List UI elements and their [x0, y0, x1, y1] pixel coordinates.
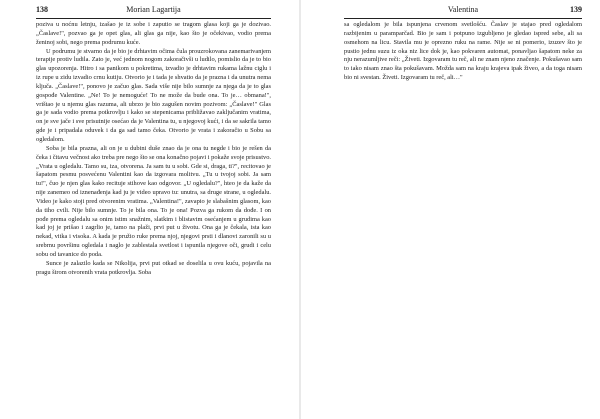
left-paragraph: Sunce je zalazilo kada se Nikolija, prvi put otkad se doselila u ovu kuću, pojavila na pragu širom otvorenih vrata potkrovlja. Soba — [36, 259, 271, 276]
left-header-rule — [36, 18, 271, 19]
left-page-body — [36, 21, 271, 277]
left-paragraph: U podrumu je stvarno da je bio je drhtavim očima čula prouzrokovana zanemarivanjem terapije protiv ludila. Zato je, već jednom nogom zakoračivši u ludilo, pomislio da je to bio glas upozorenja. Hitro i sa panikom u pokretima, izvadio je drhtavim rukama lažnu ciglu i iz rupe u zidu izvadio crnu kutiju. Otvorio je i tada je shvatio da je prazna i da unutra nema ključa. „Časlave!", ponovo je začuo glas. Sada više nije bilo sumnje za njega da je to glas gospođe Valentine. „Ne! To je nemoguće! To ne može da bude ona. To je… obmana!", vrištao je u njemu glas razuma, ali ubrzo je bio zagušen novim pozivom: „Časlave!" Glas ga je sada vodio prema potkrovlju i kako se stepenicama približavao zaključanim vratima, on je sve jače i sve prisutnije osećao da je Valentina tu, u njegovoj kući, i da se sakrila tamo gde je i pripadala oduvek i da ga sad tamo čeka. Otvorio je vrata i zakoračio u Sobu sa ogledalom. — [36, 47, 271, 143]
right-paragraph: sa ogledalom je bila ispunjena crvenom svetlošću. Časlav je stajao pred ogledalom razbijenim u paramparčad. Bio je sam i potpuno izgubljeno je gledao ispred sebe, ali sa osmehom na licu. Stavila mu je oprezno ruku na rame. Nije se ni pomerio, izuzev što je pustio jednu suzu iz oka niz lice dok je, kao pokvaren automat, ponavljao šapatom neke za nju nerazumljive reči: „Živeti. Izgovaram tu reč, ali ne znam njeno značenje. Pokušavao sam to iako nisam znao šta pokušavam. Možda sam na kraju krajeva ipak živeo, a da toga nisam bio ni svestan. Živeti. Izgovaram tu reč, ali…" — [344, 21, 582, 82]
left-page — [0, 0, 299, 419]
left-page-header — [36, 3, 271, 17]
left-running-head: Morian Lagartija — [126, 5, 181, 14]
right-page-header — [344, 3, 582, 17]
left-page-number: 138 — [36, 5, 48, 14]
right-page-number: 139 — [570, 5, 582, 14]
left-paragraph: Soba je bila prazna, ali on je u dubini duše znao da je ona tu negde i bio je rešen da čeka i čitavu večnost ako treba pre nego što se ona konačno pojavi i pokaže svoje prisustvo. „Vrata u ogledalu. Tamo su, iza, otvorena. Ja sam tu u sobi. Gde si, draga, ti?", recitovao je šapatom pesmu posvećenu Valentini kao da izgovara molitvu. „Tu u tvojoj sobi. Ja sam tu!", čuo je njen glas kako recituje stihove kao odgovor. „U ogledalu?", hteo je da kaže da nije zanemeo od iznenađenja kad ju je video upravo tu: unutra, sa druge strane, u ogledalu. Video je kako stoji pred otvorenim vratima. „Valentina!", zavapio je slabašnim glasom, kao da tiho cvili. Nije bilo sumnje. To je bila ona. To je ona! Pozva ga rukom da dođe. I on pođe prema ogledalu sa onim istim snažnim, slatkim i blistavim osećanjem u grudima kao kad joj je prišao i zagrlio je, tamo na plaži, prvi put u životu. Ona ga je čekala, ista kao nekad, vitka i visoka. A kada je pružio ruke prema njoj, njegovi prsti i dlanovi zaronili su u srebrnu površinu ogledala i naglo je zablestala svetlost i ispunila njegove oči, grudi i celu sobu od tavanice do poda. — [36, 144, 271, 258]
right-header-rule — [344, 18, 582, 19]
right-page-body — [344, 21, 582, 83]
right-page — [301, 0, 600, 419]
right-running-head: Valentina — [447, 5, 479, 14]
left-paragraph: poziva u noćnu letnju, izašao je iz sobe i zaputio se tragom glasa koji ga je dozivao. „Časlave!", pozvao ga je opet glas, ali glas ga nije, kao što je očekivao, vodio prema ženinoj sobi, nego prema podrumu kuće. — [36, 21, 271, 46]
